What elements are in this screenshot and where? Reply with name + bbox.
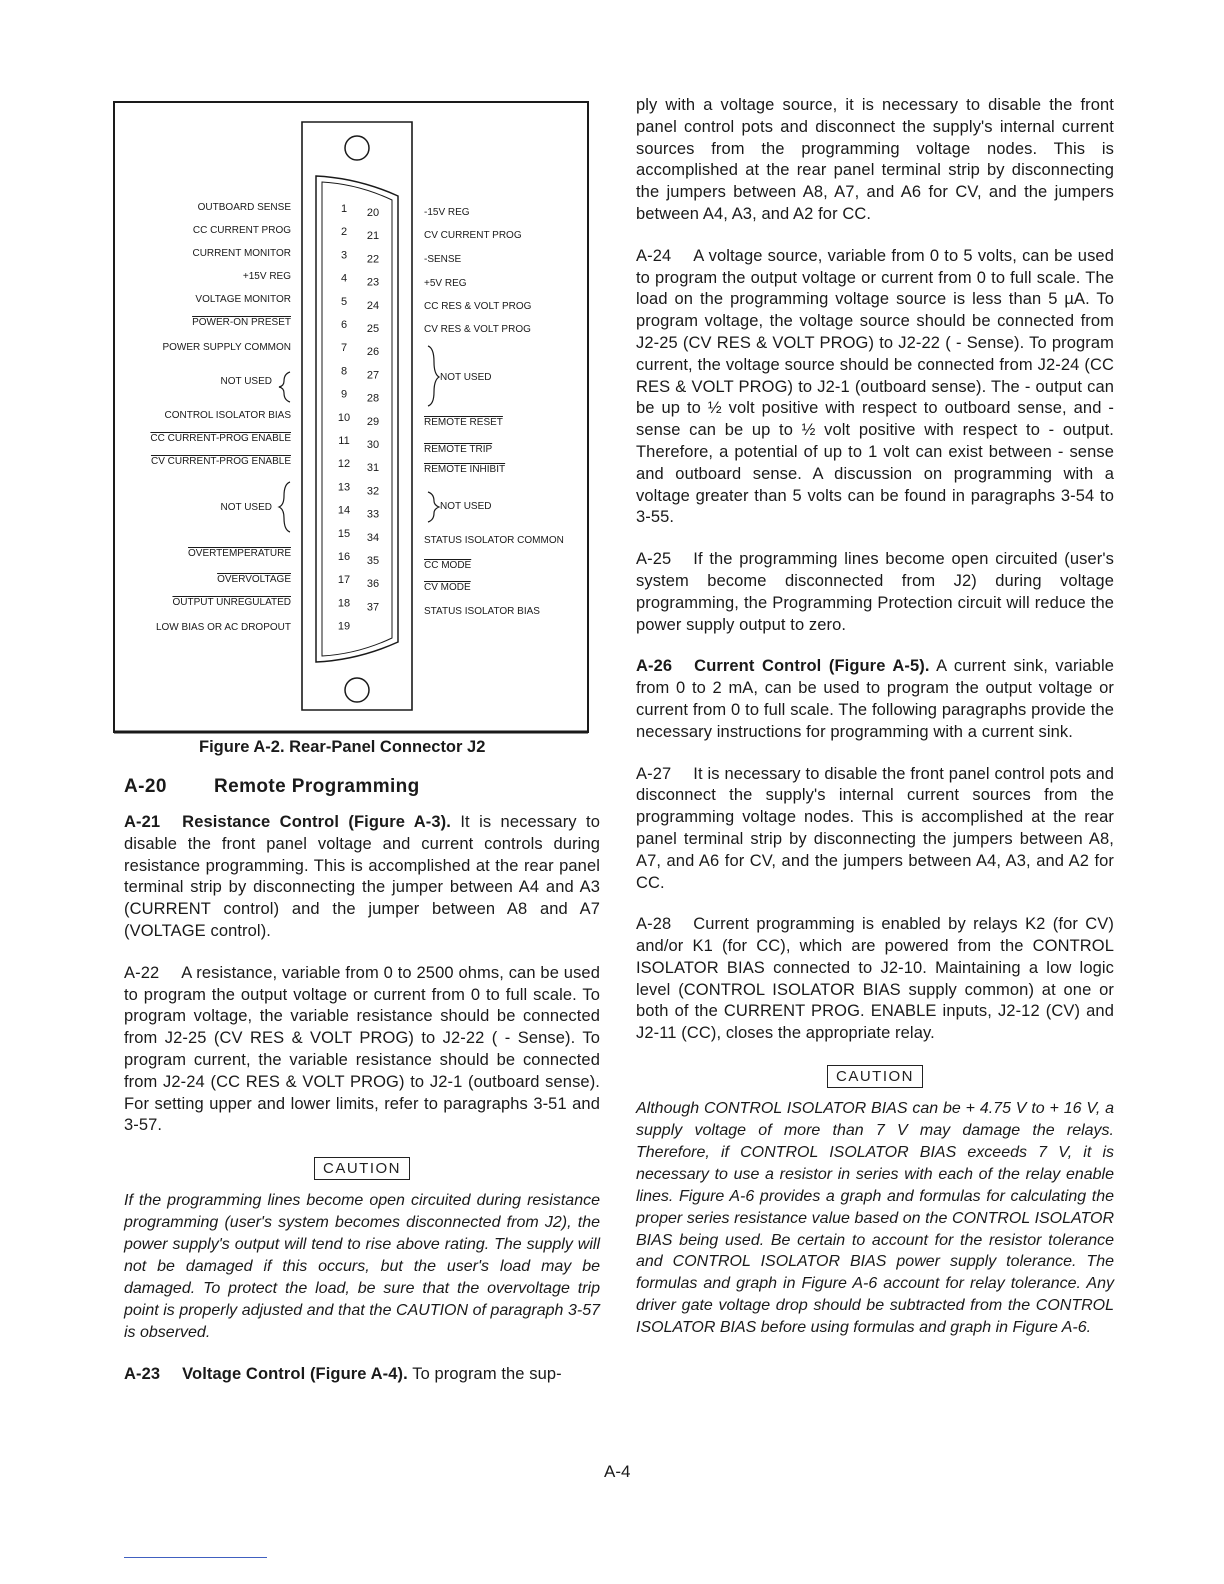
paragraph-body: It is necessary to disable the front panel control pots and disconnect the supply's internal current sources from the programming voltage nodes. This is accomplished at the rear panel terminal strip by disconnecting the jumpers between A8, A7, and A6 for CV, and the jumpers between A4, A3, and A2 for CC.: [636, 764, 1114, 892]
paragraph: [636, 246, 1114, 529]
signal-label: OUTPUT UNREGULATED: [172, 597, 291, 608]
signal-label: CONTROL ISOLATOR BIAS: [164, 410, 291, 421]
pin-number: 6: [340, 319, 348, 331]
signal-label: STATUS ISOLATOR BIAS: [424, 606, 540, 617]
signal-label: CV RES & VOLT PROG: [424, 324, 531, 335]
pin-number: 20: [366, 207, 380, 219]
signal-label: POWER SUPPLY COMMON: [162, 342, 291, 353]
paragraph-number: A-27: [636, 764, 672, 783]
pin-number: 25: [366, 323, 380, 335]
paragraph-body: Current programming is enabled by relays K2 (for CV) and/or K1 (for CC), which are powered from the CONTROL ISOLATOR BIAS connected to J2-10. Maintaining a low logic level (CONTROL ISOLATOR BIAS supply common) at one or both of the CURRENT PROG. ENABLE inputs, J2-12 (CV) and J2-11 (CC), closes the appropriate relay.: [636, 915, 1114, 1043]
paragraph: [124, 1364, 600, 1386]
paragraph-body: If the programming lines become open circuited (user's system become disconnected from J2) during voltage programming, the Programming Protection circuit will reduce the power supply output to zero.: [636, 550, 1114, 634]
signal-label: OVERVOLTAGE: [217, 574, 291, 585]
signal-label: CC CURRENT PROG: [192, 225, 291, 236]
paragraph: [636, 764, 1114, 895]
paragraph-body: ply with a voltage source, it is necessary to disable the front panel control pots and disconnect the supply's internal current sources from the programming voltage nodes. This is accomplished at the rear panel terminal strip by disconnecting the jumpers between A8, A7, and A6 for CV, and the jumpers between A4, A3, and A2 for CC.: [636, 96, 1114, 223]
caution-text: Although CONTROL ISOLATOR BIAS can be + 4.75 V to + 16 V, a supply voltage of more than 7 V may damage the relays. Therefore, if CONTROL ISOLATOR BIAS exceeds 7 V, it is necessary to use a resistor in series with each of the relay enable lines. Figure A-6 provides a graph and formulas for calculating the proper series resistance value based on the CONTROL ISOLATOR BIAS being used. Be certain to account for the resistor tolerance and CONTROL ISOLATOR BIAS power supply tolerance. The formulas and graph in Figure A-6 account for relay tolerance. Any driver gate voltage drop should be subtracted from the CONTROL ISOLATOR BIAS before using formulas and graph in Figure A-6.: [636, 1100, 1114, 1337]
pin-number: 14: [337, 504, 351, 517]
pin-number: 10: [337, 411, 351, 424]
pin-number: 4: [340, 272, 348, 285]
brace-left-2: [279, 482, 290, 532]
pin-number: 35: [366, 555, 380, 567]
signal-label: +15V REG: [242, 271, 291, 282]
signal-label: -15V REG: [424, 207, 470, 218]
signal-label: -SENSE: [424, 254, 462, 265]
paragraph-number: A-24: [636, 246, 672, 265]
pin-number: 32: [366, 485, 380, 498]
signal-label: REMOTE RESET: [424, 417, 503, 428]
pin-number: 24: [366, 299, 380, 312]
paragraph-body: To program the sup-: [407, 1364, 562, 1383]
pin-number: 5: [340, 295, 348, 308]
pin-number: 1: [340, 203, 348, 215]
paragraph-number: A-26: [636, 657, 673, 676]
pin-number: 22: [366, 253, 380, 266]
pin-number: 21: [366, 230, 380, 243]
brace-right-2: [428, 492, 439, 522]
paragraph-number: A-28: [636, 915, 672, 934]
brace-left-1: [279, 372, 290, 402]
signal-label: NOT USED: [220, 502, 272, 513]
paragraph: [636, 914, 1114, 1045]
paragraph-number: A-21: [124, 813, 161, 831]
pin-number: 7: [340, 342, 348, 355]
signal-label: REMOTE INHIBIT: [424, 464, 506, 475]
paragraph: [124, 812, 600, 943]
pin-number: 33: [366, 508, 380, 521]
paragraph-number: A-25: [636, 550, 672, 569]
signal-label: NOT USED: [220, 376, 272, 387]
signal-label: REMOTE TRIP: [424, 444, 493, 455]
caution-label: CAUTION: [827, 1065, 923, 1088]
page-number: A-4: [604, 1462, 631, 1481]
footer-rule: [124, 1557, 267, 1558]
pin-numbers-right: [367, 207, 379, 613]
connector-shell: [302, 122, 412, 710]
pin-number: 15: [337, 527, 351, 540]
signal-label: CURRENT MONITOR: [192, 248, 291, 259]
paragraph: [636, 656, 1114, 743]
section-number: A-20: [124, 776, 167, 797]
pin-number: 23: [366, 276, 380, 289]
pin-number: 11: [338, 435, 350, 447]
signal-labels-left: [150, 202, 291, 633]
signal-label: CC RES & VOLT PROG: [424, 301, 532, 312]
paragraph-body: It is necessary to disable the front panel voltage and current controls during resistance programming. This is accomplished at the rear panel terminal strip by disconnecting the jumper between A4 and A3 (CURRENT control) and the jumper between A8 and A7 (VOLTAGE control).: [124, 813, 600, 940]
signal-label: NOT USED: [440, 372, 492, 383]
pin-number: 37: [366, 601, 380, 614]
signal-label: NOT USED: [440, 501, 492, 512]
caution-label: CAUTION: [314, 1157, 410, 1180]
pin-number: 29: [366, 415, 380, 428]
paragraph: [124, 963, 600, 1137]
pin-number: 16: [337, 551, 351, 563]
paragraph-number: A-23: [124, 1364, 161, 1383]
left-column: [124, 812, 600, 1405]
paragraph-title: Current Control (Figure A-5).: [694, 657, 930, 676]
signal-label: OVERTEMPERATURE: [188, 548, 291, 559]
right-column: [636, 95, 1114, 1359]
signal-label: CC CURRENT-PROG ENABLE: [150, 433, 291, 444]
signal-label: POWER-ON PRESET: [192, 317, 291, 328]
section-title: Remote Programming: [214, 776, 420, 797]
mounting-hole-top: [345, 136, 369, 160]
pin-number: 26: [366, 346, 380, 359]
pin-number: 27: [366, 369, 380, 382]
pin-numbers-left: [338, 203, 350, 633]
pin-number: 34: [366, 531, 380, 544]
pin-number: 12: [337, 458, 351, 471]
pin-number: 28: [366, 392, 380, 405]
paragraph: [636, 95, 1114, 226]
signal-label: OUTBOARD SENSE: [197, 202, 291, 213]
paragraph-title: Resistance Control (Figure A-3).: [182, 813, 451, 831]
section-heading: [124, 776, 420, 798]
pin-number: 36: [366, 578, 380, 591]
paragraph-number: A-22: [124, 963, 160, 982]
paragraph-body: A current sink, variable from 0 to 2 mA, can be used to program the output voltage or current from 0 to full scale. The following paragraphs provide the necessary instructions for programming with a current sink.: [636, 657, 1115, 741]
d-sub-outline: [316, 176, 398, 662]
paragraph-title: Voltage Control (Figure A-4).: [182, 1364, 408, 1383]
signal-label: CV CURRENT PROG: [424, 230, 522, 241]
pin-number: 19: [337, 620, 351, 633]
brace-right-1: [428, 346, 439, 406]
pin-number: 18: [337, 597, 351, 610]
pin-number: 13: [337, 481, 351, 494]
pin-number: 17: [337, 574, 351, 587]
signal-label: CC MODE: [424, 560, 472, 571]
signal-label: CV CURRENT-PROG ENABLE: [150, 456, 291, 467]
signal-label: +5V REG: [424, 278, 467, 289]
signal-label: CV MODE: [424, 582, 471, 593]
pin-number: 3: [340, 249, 348, 262]
paragraph: [636, 549, 1114, 636]
pin-number: 30: [366, 439, 380, 451]
paragraph-body: A voltage source, variable from 0 to 5 volts, can be used to program the output voltage or current from 0 to full scale. The load on the programming voltage source is less than 5 µA. To program voltage, the voltage source should be connected from J2-25 (CV RES & VOLT PROG) to J2-22 ( - Sense). To program current, the voltage source should be connected from J2-24 (CC RES & VOLT PROG) to J2-1 (outboard sense). The - output can be up to ½ volt positive with respect to outboard sense, and - sense can be up to ½ volt positive with respect to - output. Therefore, a potential of up to 1 volt can exist between - sense and outboard sense. A discussion on programming with a voltage greater than 5 volts can be found in paragraphs 3-54 to 3-55.: [636, 246, 1114, 527]
caution-text: If the programming lines become open circuited during resistance programming (user's system becomes disconnected from J2), the power supply's output will tend to rise above rating. The supply will not be damaged if this occurs, but the user's load may be damaged. To protect the load, be sure that the overvoltage trip point is properly adjusted and that the CAUTION of paragraph 3-57 is observed.: [124, 1192, 600, 1341]
paragraph-body: A resistance, variable from 0 to 2500 ohms, can be used to program the output voltage or current from 0 to full scale. To program voltage, the variable resistance should be connected from J2-25 (CV RES & VOLT PROG) to J2-22 ( - Sense). To program current, the variable resistance should be connected from J2-24 (CC RES & VOLT PROG) to J2-1 (outboard sense). For setting upper and lower limits, refer to paragraphs 3-51 and 3-57.: [124, 963, 600, 1135]
pin-number: 8: [340, 365, 348, 378]
figure-caption: Figure A-2. Rear-Panel Connector J2: [199, 738, 486, 756]
pin-number: 9: [340, 388, 348, 401]
signal-label: STATUS ISOLATOR COMMON: [424, 535, 564, 546]
signal-label: VOLTAGE MONITOR: [195, 294, 291, 305]
pin-number: 31: [366, 462, 380, 475]
pin-number: 2: [340, 226, 348, 239]
signal-labels-right: [424, 207, 564, 617]
signal-label: LOW BIAS OR AC DROPOUT: [155, 622, 291, 633]
mounting-hole-bottom: [345, 678, 369, 702]
